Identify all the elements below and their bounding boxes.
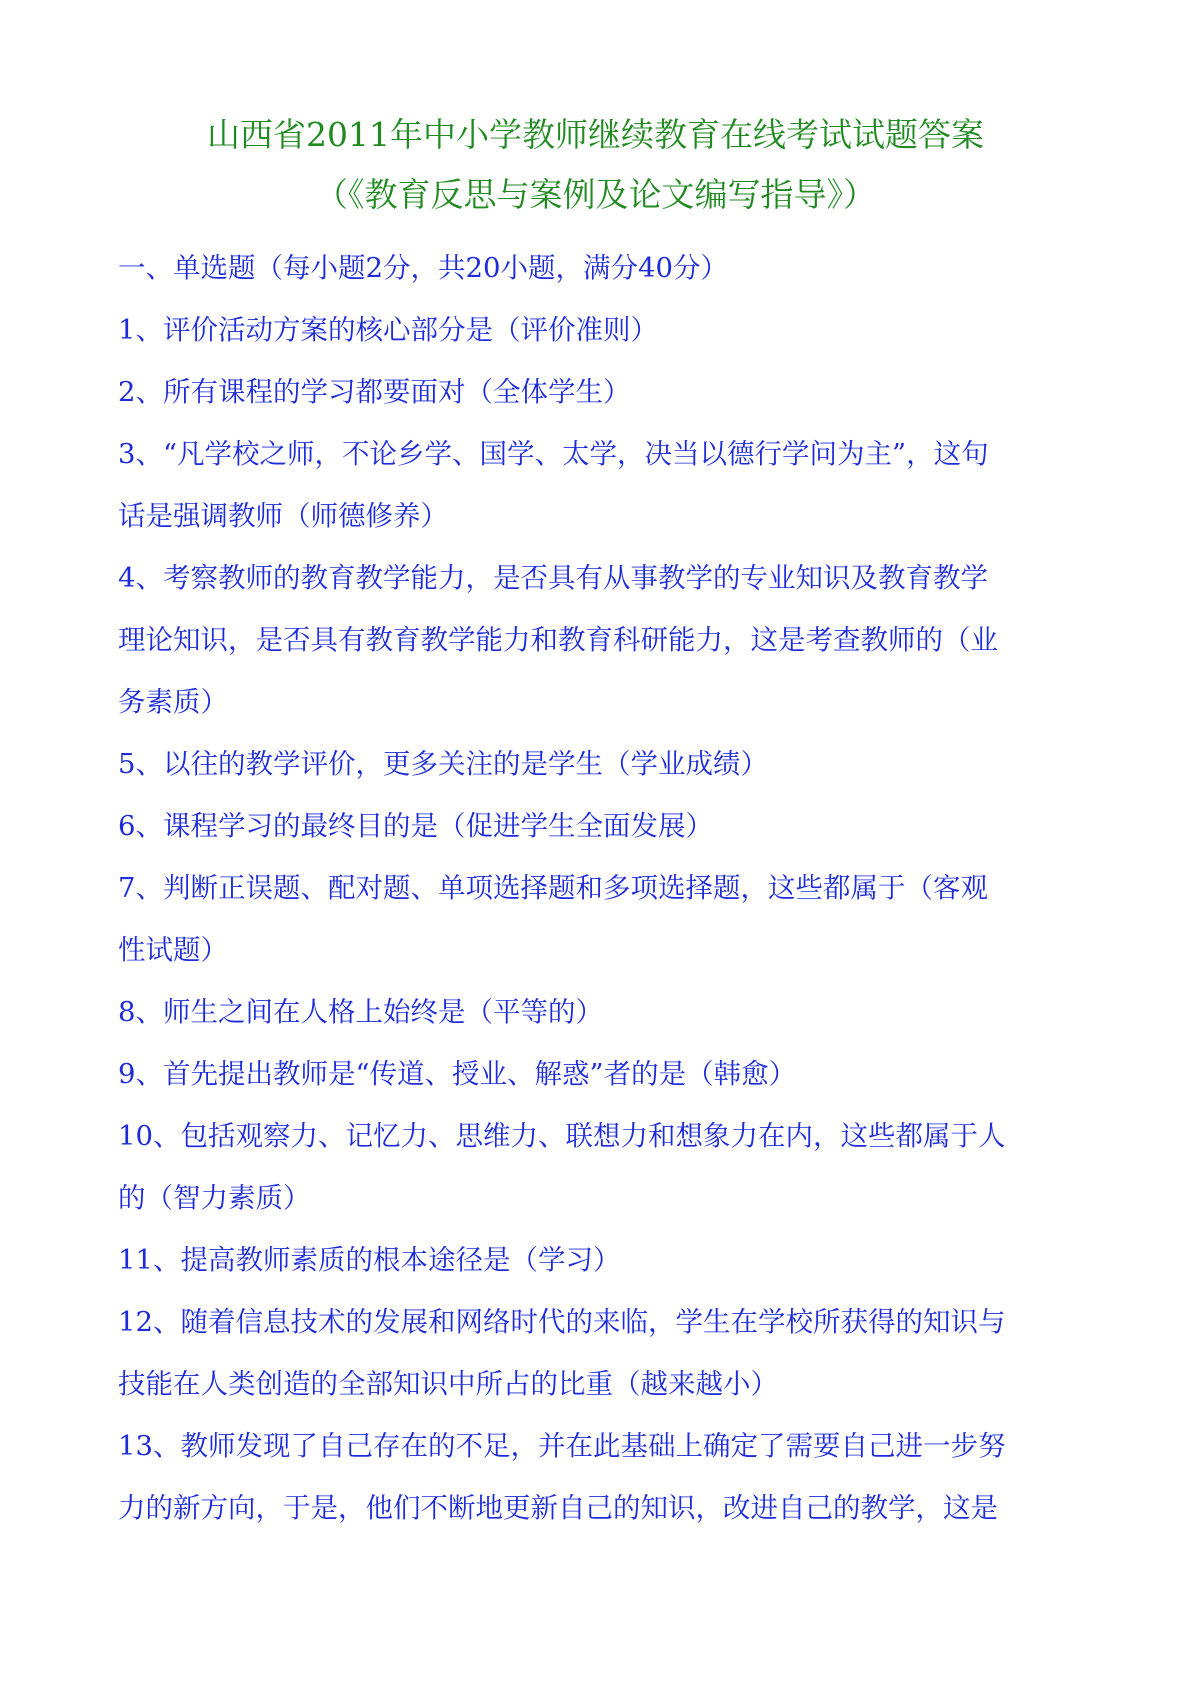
text-line: 2、所有课程的学习都要面对（全体学生） [118,376,631,408]
text-line: 12、随着信息技术的发展和网络时代的来临，学生在学校所获得的知识与 [118,1306,1006,1338]
text-line: 1、评价活动方案的核心部分是（评价准则） [118,314,658,346]
text-line: 11、提高教师素质的根本途径是（学习） [118,1244,621,1276]
document-title: 山西省2011年中小学教师继续教育在线考试试题答案 [207,115,984,154]
text-line: 力的新方向，于是，他们不断地更新自己的知识，改进自己的教学，这是 [118,1492,998,1524]
text-line: 10、包括观察力、记忆力、思维力、联想力和想象力在内，这些都属于人 [118,1120,1006,1152]
text-line: 6、课程学习的最终目的是（促进学生全面发展） [118,810,713,842]
text-line: 话是强调教师（师德修养） [118,500,448,532]
text-line: 8、师生之间在人格上始终是（平等的） [118,996,603,1028]
text-line: 务素质） [118,686,228,718]
text-line: 5、以往的教学评价，更多关注的是学生（学业成绩） [118,748,768,780]
question-list [118,237,1073,1539]
text-line: 理论知识，是否具有教育教学能力和教育科研能力，这是考查教师的（业 [118,624,998,656]
text-line: 13、教师发现了自己存在的不足，并在此基础上确定了需要自己进一步努 [118,1430,1006,1462]
section-heading: 一、单选题（每小题2分，共20小题，满分40分） [118,252,728,284]
document-subtitle: （《教育反思与案例及论文编写指导》） [315,175,876,214]
text-line: 性试题） [118,934,228,966]
text-line: 技能在人类创造的全部知识中所占的比重（越来越小） [118,1368,778,1400]
text-line: 4、考察教师的教育教学能力，是否具有从事教学的专业知识及教育教学 [118,562,988,594]
text-line: 7、判断正误题、配对题、单项选择题和多项选择题，这些都属于（客观 [118,872,988,904]
text-line: 的（智力素质） [118,1182,311,1214]
text-line: 9、首先提出教师是“传道、授业、解惑”者的是（韩愈） [118,1058,797,1090]
text-line: 3、“凡学校之师，不论乡学、国学、太学，决当以德行学问为主”，这句 [118,438,989,470]
